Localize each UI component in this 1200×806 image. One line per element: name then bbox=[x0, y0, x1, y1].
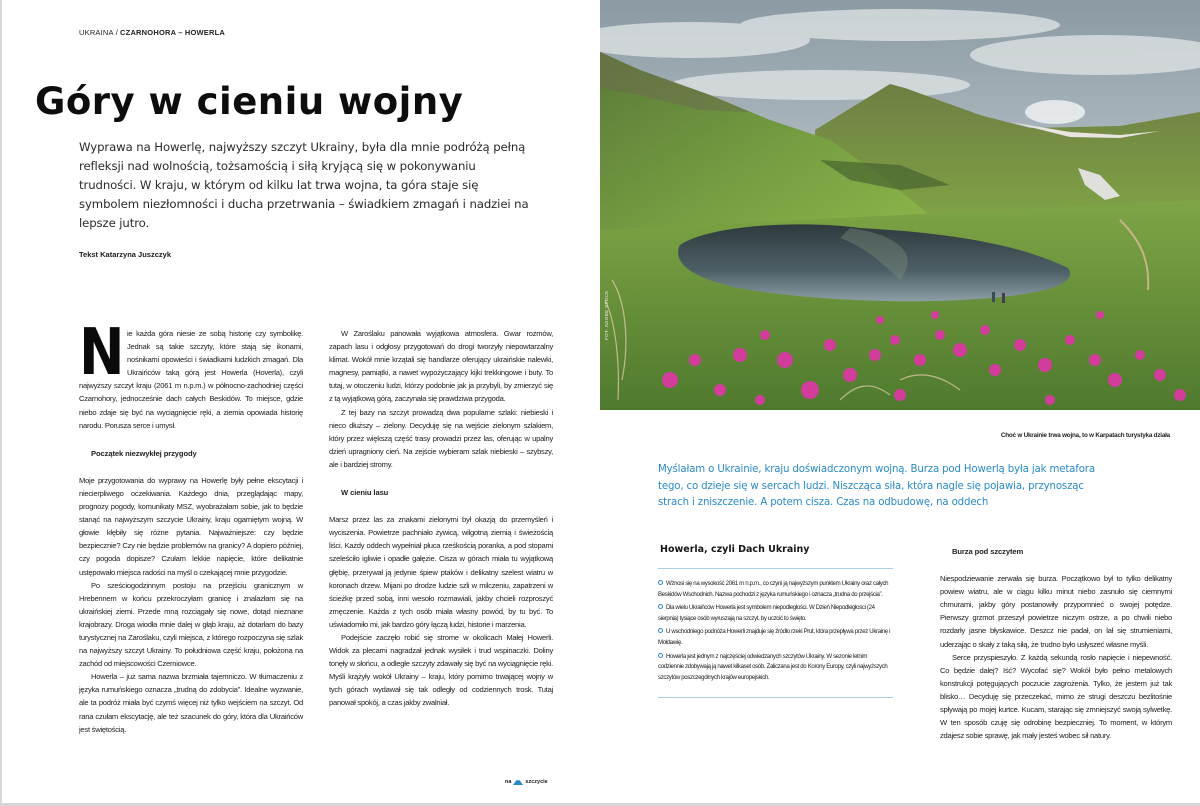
info-box bbox=[658, 544, 893, 698]
breadcrumb-topic: CZARNOHORA – HOWERLA bbox=[120, 28, 226, 37]
right-page bbox=[600, 0, 1200, 806]
magazine-logo bbox=[505, 778, 548, 785]
fact-item bbox=[658, 652, 893, 684]
section-heading: Burza pod szczytem bbox=[952, 547, 1024, 556]
fact-text: Dla wielu Ukraińców Howerla jest symbolem niepodległości. W Dzień Niepodległości (24 sierpnia) tysiące osób wyruszają na szczyt, by uczcić to święto. bbox=[658, 604, 875, 622]
bullet-icon bbox=[658, 580, 663, 585]
fact-item bbox=[658, 603, 893, 624]
body-paragraph: Marsz przez las za znakami zielonymi był okazją do przemyśleń i wyciszenia. Powietrze pachniało żywicą, wilgotną ziemią i świeżością liści. Każdy oddech wypełniał płuca rześkością poranka, a pod stopami szeleściło igliwie i opadłe gałęzie. Cisza w górach miała tu wyjątkową głębię, przerywał ją jedynie śpiew ptaków i delikatny szelest wiatru w koronach drzew. Mijani po drodze ludzie szli w milczeniu, zapatrzeni w ścieżkę przed sobą, inni wesoło rozmawiali, jakby chcieli rozproszyć zmęczenie. Każda z tych osób miała własny powód, by tu być. To uświadomiło mi, jak bardzo góry łączą ludzi, historie i marzenia. bbox=[329, 515, 553, 629]
landscape-photo bbox=[600, 0, 1200, 410]
divider bbox=[658, 697, 893, 698]
section-heading: Początek niezwykłej przygody bbox=[91, 448, 197, 458]
bullet-icon bbox=[658, 628, 663, 633]
intro-text: ie każda góra niesie ze sobą historię czy symbolikę. Jednak są takie szczyty, które stają się ikonami, nośnikami opowieści i świadkami ludzkich zmagań. Dla Ukraińców taką górą jest Howerla (Hoverla), czyli najwyższy szczyt kraju (2061 m n.p.m.) w północno-zachodniej części Czarnohory, jednocześnie dach całych Beskidów. To miejsce, gdzie niebo zdaje się być na wyciągnięcie ręki, a ziemia opowiada historię narodu. Porusza serce i umysł. bbox=[79, 329, 303, 430]
logo-prefix: na bbox=[505, 778, 512, 785]
fact-item bbox=[658, 627, 893, 648]
intro-paragraph bbox=[79, 316, 303, 432]
divider bbox=[658, 568, 893, 569]
breadcrumb bbox=[79, 28, 225, 37]
body-paragraph: Z tej bazy na szczyt prowadzą dwa popularne szlaki: niebieski i nieco dłuższy – zielony. Decyduję się na wejście zielonym szlakiem, który przez większą część trasy prowadzi przez las, oferując w upalny dzień upragniony cień. Na zejście wybieram szlak niebieski – szybszy, ale i bardziej stromy. bbox=[329, 407, 553, 469]
body-paragraph: Howerla – już sama nazwa brzmiała tajemniczo. W tłumaczeniu z języka rumuńskiego oznacza „trudną do zdobycia”. Idealne wyzwanie, ale ta podróż miała być czymś więcej niż tylko wejściem na szczyt. Od rana czułam ekscytację, ale też szacunek do góry, która dla Ukraińców jest świętością. bbox=[79, 672, 303, 734]
photo-illustration bbox=[600, 0, 1200, 410]
fact-item bbox=[658, 579, 893, 600]
body-paragraph: Serce przyspieszyło. Z każdą sekundą rosło napięcie i niepewność. Co będzie dalej? Iść? Wycofać się? Wokół było pełno metalowych konstrukcji potęgujących poczucie zagrożenia. Tylko, że jestem już tak blisko… Decyduję się przeczekać, mimo że strugi deszczu bezlitośnie spływają po mojej kurtce. Kucam, starając się zmniejszyć swoją sylwetkę. W ten sposób czuję się odrobinę bezpieczniej. To moment, w którym zdajesz sobie sprawę, jak mały jesteś wobec sił natury. bbox=[940, 652, 1172, 741]
body-paragraph: Moje przygotowania do wyprawy na Howerlę były pełne ekscytacji i niecierpliwego oczekiwania. Każdego dnia, przeglądając mapy, prognozy pogody, komunikaty MSZ, wyobrażałam sobie, jak to będzie stanąć na najwyższym szczycie Ukrainy, kraju ogarniętym wojną. W głowie kłębiły się różne pytania. Najważniejsze: czy będzie bezpiecznie? Czy nie będzie problemów na granicy? A dopiero później, czy pogoda dopisze? Czułam lekkie napięcie, które delikatnie ustępowało miejsca radości na myśl o czekającej mnie przygodzie. bbox=[79, 475, 303, 577]
info-box-title: Howerla, czyli Dach Ukrainy bbox=[660, 544, 810, 555]
breadcrumb-separator: / bbox=[115, 28, 119, 37]
section-heading: W cieniu lasu bbox=[341, 488, 389, 498]
fact-text: U wschodniego podnóża Howerli znajduje się źródło rzeki Prut, która przepływa przez Ukrainę i Mołdawię. bbox=[658, 628, 891, 646]
drop-cap: N bbox=[79, 316, 125, 390]
bullet-icon bbox=[658, 604, 663, 609]
body-paragraph: Po sześciogodzinnym postoju na przejściu granicznym w Hrebennem w końcu przekroczyłam granicę i znalazłam się na ukraińskiej ziemi. Przede mną rozciągały się nowe, dotąd nieznane krajobrazy. Droga wiodła mnie dalej w głąb kraju, aż dotarłam do bazy turystycznej na Zaroślaku, czyli miejsca, z którego rozpoczyna się szlak na najwyższy szczyt Ukrainy. To południowa część kraju, położona na zachód od miejscowości Czerniowce. bbox=[79, 580, 303, 669]
photo-caption: Choć w Ukrainie trwa wojna, to w Karpatach turystyka działa bbox=[1000, 432, 1170, 439]
breadcrumb-section: UKRAINA bbox=[79, 28, 114, 37]
article-title: Góry w cieniu wojny bbox=[35, 80, 464, 123]
bullet-icon bbox=[658, 653, 663, 658]
mountain-icon bbox=[513, 778, 523, 785]
logo-brand: szczycie bbox=[525, 778, 548, 785]
fact-text: Wznosi się na wysokość 2061 m n.p.m., co czyni ją najwyższym punktem Ukrainy oraz całych Beskidów Wschodnich. Nazwa pochodzi z języka rumuńskiego i oznacza „trudna do przejścia”. bbox=[658, 580, 889, 598]
fact-list bbox=[658, 579, 893, 683]
body-column-3 bbox=[940, 545, 1172, 742]
article-lead: Wyprawa na Howerlę, najwyższy szczyt Ukrainy, była dla mnie podróżą pełną refleksji nad wolnością, tożsamością i siłą kryjącą się w pokonywaniu trudności. W kraju, w którym od kilku lat trwa wojna, ta góra staje się symbolem niezłomności i ducha przetrwania – świadkiem zmagań i nadziei na lepsze jutro. bbox=[79, 140, 529, 230]
body-column-2 bbox=[329, 327, 553, 710]
pull-quote: Myślałam o Ukrainie, kraju doświadczonym wojną. Burza pod Howerlą była jak metafora tego, co dzieje się w sercach ludzi. Niszcząca siła, która nagle się pojawia, przynosząc strach i zniszczenie. A potem cisza. Czas na odbudowę, na oddech bbox=[658, 464, 1095, 508]
photo-credit: FOT. ADOBE STOCK bbox=[604, 290, 609, 340]
body-paragraph: W Zaroślaku panowała wyjątkowa atmosfera. Gwar rozmów, zapach lasu i odgłosy przygotowań do drogi tworzyły niepowtarzalny klimat. Wokół mnie krzątali się handlarze oferujący ukraińskie nalewki, magnesy, pamiątki, a nawet wypożyczający kijki trekkingowe i buty. To tutaj, w otoczeniu ludzi, którzy podobnie jak ja przybyli, by zmierzyć się z tą wyjątkową górą, zaczynała się prawdziwa przygoda. bbox=[329, 329, 553, 404]
body-paragraph: Niespodziewanie zerwała się burza. Początkowo był to tylko delikatny powiew wiatru, ale w ciągu kilku minut niebo zasnuło się ciemnymi chmurami, jakby góry postanowiły przypomnieć o swojej potędze. Pierwszy grzmot przeszył powietrze niczym ostrze, a po chwili niebo rozdarły jasne błyskawice. Deszcz nie padał, on lał się strumieniami, uderzając o skały z taką siłą, że trudno było usłyszeć własne myśli. bbox=[940, 574, 1172, 649]
body-column-1 bbox=[79, 316, 303, 736]
byline: Tekst Katarzyna Juszczyk bbox=[79, 250, 171, 259]
fact-text: Howerla jest jednym z najczęściej odwiedzanych szczytów Ukrainy. W sezonie letnim codziennie zdobywają ją nawet kilkaset osób. Zaliczana jest do Korony Europy, czyli najwyższych szczytów poszczególnych krajów europejskich. bbox=[658, 652, 888, 681]
body-paragraph: Podejście zaczęło robić się strome w okolicach Małej Howerli. Widok za plecami nagradzał jednak wysiłek i trud wspinaczki. Doliny tonęły w słońcu, a odległe szczyty zdawały się być na wyciągnięcie ręki. Myśli krążyły wokół Ukrainy – kraju, który pomimo trwającej wojny w tych górach wydawał się tak odległy od codziennych trosk. Tutaj panował spokój, a czas jakby zwalniał. bbox=[329, 632, 553, 708]
